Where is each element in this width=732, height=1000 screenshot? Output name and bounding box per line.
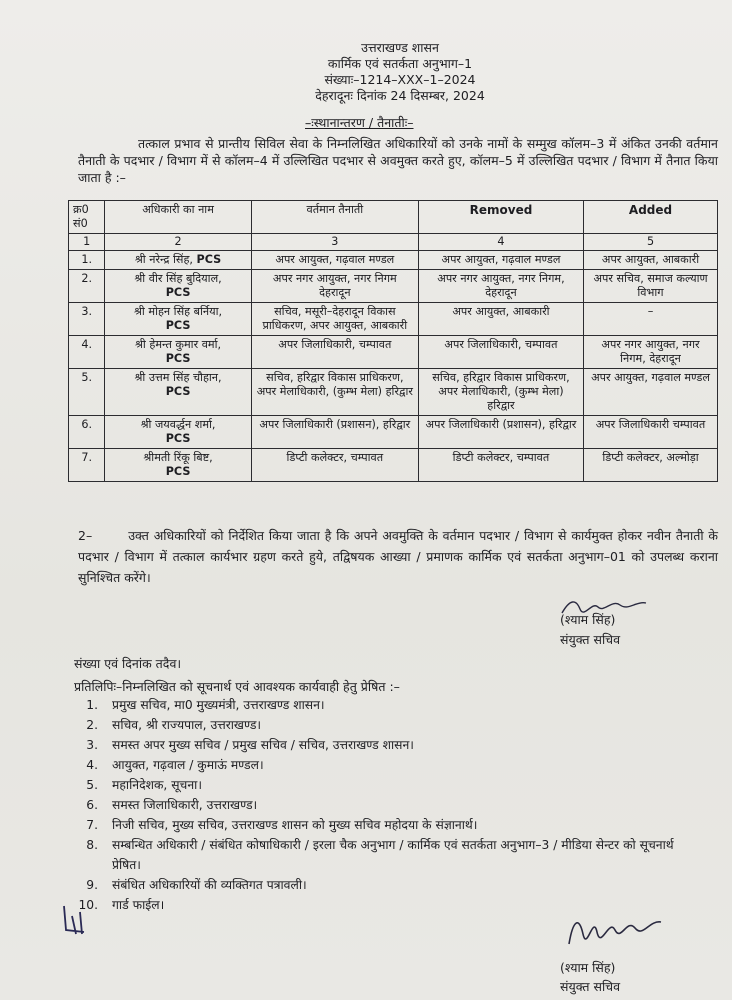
subject-line: –ःस्थानान्तरण / तैनातीः– — [305, 115, 414, 130]
cell-removed: अपर आयुक्त, आबकारी — [418, 303, 583, 336]
officer-service: PCS — [165, 319, 191, 332]
table-header-row — [69, 201, 718, 234]
cell-current-posting: अपर आयुक्त, गढ़वाल मण्डल — [251, 251, 418, 270]
cell-officer-name — [105, 270, 251, 303]
cell-current-posting: डिप्टी कलेक्टर, चम्पावत — [251, 449, 418, 482]
officer-name: श्री मोहन सिंह बर्निया, — [134, 305, 223, 318]
cell-current-posting: सचिव, हरिद्वार विकास प्राधिकरण, अपर मेलाधिकारी, (कुम्भ मेला) हरिद्वार — [251, 369, 418, 416]
column-number: 1 — [69, 234, 105, 251]
officer-service: PCS — [196, 253, 222, 266]
cell-added: – — [584, 303, 718, 336]
cell-added: अपर सचिव, समाज कल्याण विभाग — [584, 270, 718, 303]
cell-removed: अपर नगर आयुक्त, नगर निगम, देहरादून — [418, 270, 583, 303]
item-text: समस्त जिलाधिकारी, उत्तराखण्ड। — [112, 798, 258, 812]
government-name: उत्तराखण्ड शासन — [361, 40, 439, 55]
item-text: सम्बन्धित अधिकारी / संबंधित कोषाधिकारी / इरला चैक अनुभाग / कार्मिक एवं सतर्कता अनुभाग–3 / मीडिया सेन्टर को सूचनार्थ प्रेषित। — [112, 838, 674, 872]
header-officer-name: अधिकारी का नाम — [105, 201, 251, 234]
cell-added: अपर नगर आयुक्त, नगर निगम, देहरादून — [584, 336, 718, 369]
cell-officer-name — [105, 336, 251, 369]
copy-list — [74, 695, 704, 915]
header-removed: Removed — [418, 201, 583, 234]
officer-name: श्री नरेन्द्र सिंह, — [134, 253, 193, 266]
paragraph-number: 2– — [78, 528, 93, 543]
header-added: Added — [584, 201, 718, 234]
item-text: सचिव, श्री राज्यपाल, उत्तराखण्ड। — [112, 718, 262, 732]
officer-service: PCS — [165, 286, 191, 299]
table-row — [69, 369, 718, 416]
cell-serial: 3. — [69, 303, 105, 336]
instruction-text: उक्त अधिकारियों को निर्देशित किया जाता है कि अपने अवमुक्ति के वर्तमान पदभार / विभाग से कार्यमुक्त होकर नवीन तैनाती के पदभार / विभाग में तत्काल कार्यभार ग्रहण करते हुये, तद्विषयक आख्या / प्रमाणक कार्मिक एवं सतर्कता अनुभाग–01 को उपलब्ध कराना सुनिश्चित करेंगे। — [78, 528, 718, 585]
intro-text: तत्काल प्रभाव से प्रान्तीय सिविल सेवा के निम्नलिखित अधिकारियों को उनके नामों के सम्मुख कॉलम–3 में अंकित उनकी वर्तमान तैनाती के पदभार / विभाग में से कॉलम–4 में उल्लिखित पदभार से अवमुक्त करते हुए, कॉलम–5 में उल्लिखित पदभार / विभाग में तैनात किया जाता है :– — [78, 136, 718, 185]
letter-number: संख्याः–1214–XXX–1–2024 — [324, 72, 476, 87]
header-serial: क्र0 सं0 — [69, 201, 105, 234]
column-number: 4 — [418, 234, 583, 251]
column-number: 5 — [584, 234, 718, 251]
cell-current-posting: अपर जिलाधिकारी, चम्पावत — [251, 336, 418, 369]
cell-added: अपर जिलाधिकारी चम्पावत — [584, 416, 718, 449]
cell-current-posting: सचिव, मसूरी–देहरादून विकास प्राधिकरण, अपर आयुक्त, आबकारी — [251, 303, 418, 336]
cell-serial: 5. — [69, 369, 105, 416]
cell-added: डिप्टी कलेक्टर, अल्मोड़ा — [584, 449, 718, 482]
list-item — [74, 795, 704, 815]
signatory-designation: संयुक्त सचिव — [560, 979, 621, 994]
item-number: 2. — [86, 718, 98, 732]
item-number: 9. — [86, 878, 98, 892]
item-number: 4. — [86, 758, 98, 772]
cell-officer-name — [105, 369, 251, 416]
officer-name: श्री जयवर्द्धन शर्मा, — [140, 418, 216, 431]
item-text: प्रमुख सचिव, मा0 मुख्यमंत्री, उत्तराखण्ड शासन। — [112, 698, 325, 712]
cell-added: अपर आयुक्त, आबकारी — [584, 251, 718, 270]
department-name: कार्मिक एवं सतर्कता अनुभाग–1 — [327, 56, 473, 71]
item-number: 10. — [78, 898, 98, 912]
cell-current-posting: अपर जिलाधिकारी (प्रशासन), हरिद्वार — [251, 416, 418, 449]
table-row — [69, 303, 718, 336]
transfer-table — [68, 200, 718, 482]
column-number: 3 — [251, 234, 418, 251]
officer-name: श्रीमती रिंकू बिष्ट, — [143, 451, 213, 464]
intro-paragraph — [78, 135, 718, 186]
letter-date: देहरादूनः दिनांक 24 दिसम्बर, 2024 — [315, 88, 485, 103]
table-row — [69, 270, 718, 303]
item-number: 3. — [86, 738, 98, 752]
reference-line: संख्या एवं दिनांक तदैव। — [74, 656, 182, 671]
signatory-name: (श्याम सिंह) — [560, 612, 616, 627]
column-number-row — [69, 234, 718, 251]
list-item — [74, 715, 704, 735]
list-item — [74, 835, 704, 875]
officer-service: PCS — [165, 385, 191, 398]
list-item — [74, 875, 704, 895]
signatory-name: (श्याम सिंह) — [560, 960, 616, 975]
list-item — [74, 775, 704, 795]
item-number: 5. — [86, 778, 98, 792]
list-item — [74, 695, 704, 715]
cell-serial: 7. — [69, 449, 105, 482]
cell-removed: अपर जिलाधिकारी, चम्पावत — [418, 336, 583, 369]
signature-block-2 — [560, 958, 620, 996]
officer-name: श्री उत्तम सिंह चौहान, — [134, 371, 222, 384]
cell-removed: डिप्टी कलेक्टर, चम्पावत — [418, 449, 583, 482]
cell-serial: 1. — [69, 251, 105, 270]
table-row — [69, 336, 718, 369]
letter-header — [270, 40, 530, 104]
signatory-designation: संयुक्त सचिव — [560, 632, 621, 647]
item-text: निजी सचिव, मुख्य सचिव, उत्तराखण्ड शासन को मुख्य सचिव महोदया के संज्ञानार्थ। — [112, 818, 478, 832]
cell-officer-name — [105, 303, 251, 336]
cell-officer-name — [105, 416, 251, 449]
cell-removed: सचिव, हरिद्वार विकास प्राधिकरण, अपर मेलाधिकारी, (कुम्भ मेला) हरिद्वार — [418, 369, 583, 416]
item-number: 8. — [86, 838, 98, 852]
cell-serial: 6. — [69, 416, 105, 449]
signature-scribble-icon — [565, 910, 665, 950]
cell-serial: 4. — [69, 336, 105, 369]
officer-service: PCS — [165, 432, 191, 445]
item-number: 7. — [86, 818, 98, 832]
cell-current-posting: अपर नगर आयुक्त, नगर निगम देहरादून — [251, 270, 418, 303]
cell-serial: 2. — [69, 270, 105, 303]
item-text: महानिदेशक, सूचना। — [112, 778, 203, 792]
table-row — [69, 416, 718, 449]
item-number: 1. — [86, 698, 98, 712]
header-current-posting: वर्तमान तैनाती — [251, 201, 418, 234]
item-number: 6. — [86, 798, 98, 812]
officer-service: PCS — [165, 465, 191, 478]
list-item — [74, 755, 704, 775]
signature-block-1 — [560, 610, 620, 650]
item-text: आयुक्त, गढ़वाल / कुमाऊं मण्डल। — [112, 758, 264, 772]
cell-officer-name — [105, 449, 251, 482]
cell-removed: अपर आयुक्त, गढ़वाल मण्डल — [418, 251, 583, 270]
officer-name: श्री हेमन्त कुमार वर्मा, — [135, 338, 222, 351]
table-row — [69, 251, 718, 270]
table-row — [69, 449, 718, 482]
list-item — [74, 735, 704, 755]
instruction-paragraph — [78, 525, 718, 588]
cell-added: अपर आयुक्त, गढ़वाल मण्डल — [584, 369, 718, 416]
item-text: संबंधित अधिकारियों की व्यक्तिगत पत्रावली। — [112, 878, 307, 892]
officer-service: PCS — [165, 352, 191, 365]
list-item — [74, 815, 704, 835]
cell-officer-name — [105, 251, 251, 270]
item-text: गार्ड फाईल। — [112, 898, 165, 912]
initials-scribble-icon — [58, 900, 92, 940]
column-number: 2 — [105, 234, 251, 251]
officer-name: श्री वीर सिंह बुदियाल, — [134, 272, 222, 285]
copy-heading: प्रतिलिपिः–निम्नलिखित को सूचनार्थ एवं आवश्यक कार्यवाही हेतु प्रेषित :– — [74, 679, 400, 694]
cell-removed: अपर जिलाधिकारी (प्रशासन), हरिद्वार — [418, 416, 583, 449]
item-text: समस्त अपर मुख्य सचिव / प्रमुख सचिव / सचिव, उत्तराखण्ड शासन। — [112, 738, 414, 752]
